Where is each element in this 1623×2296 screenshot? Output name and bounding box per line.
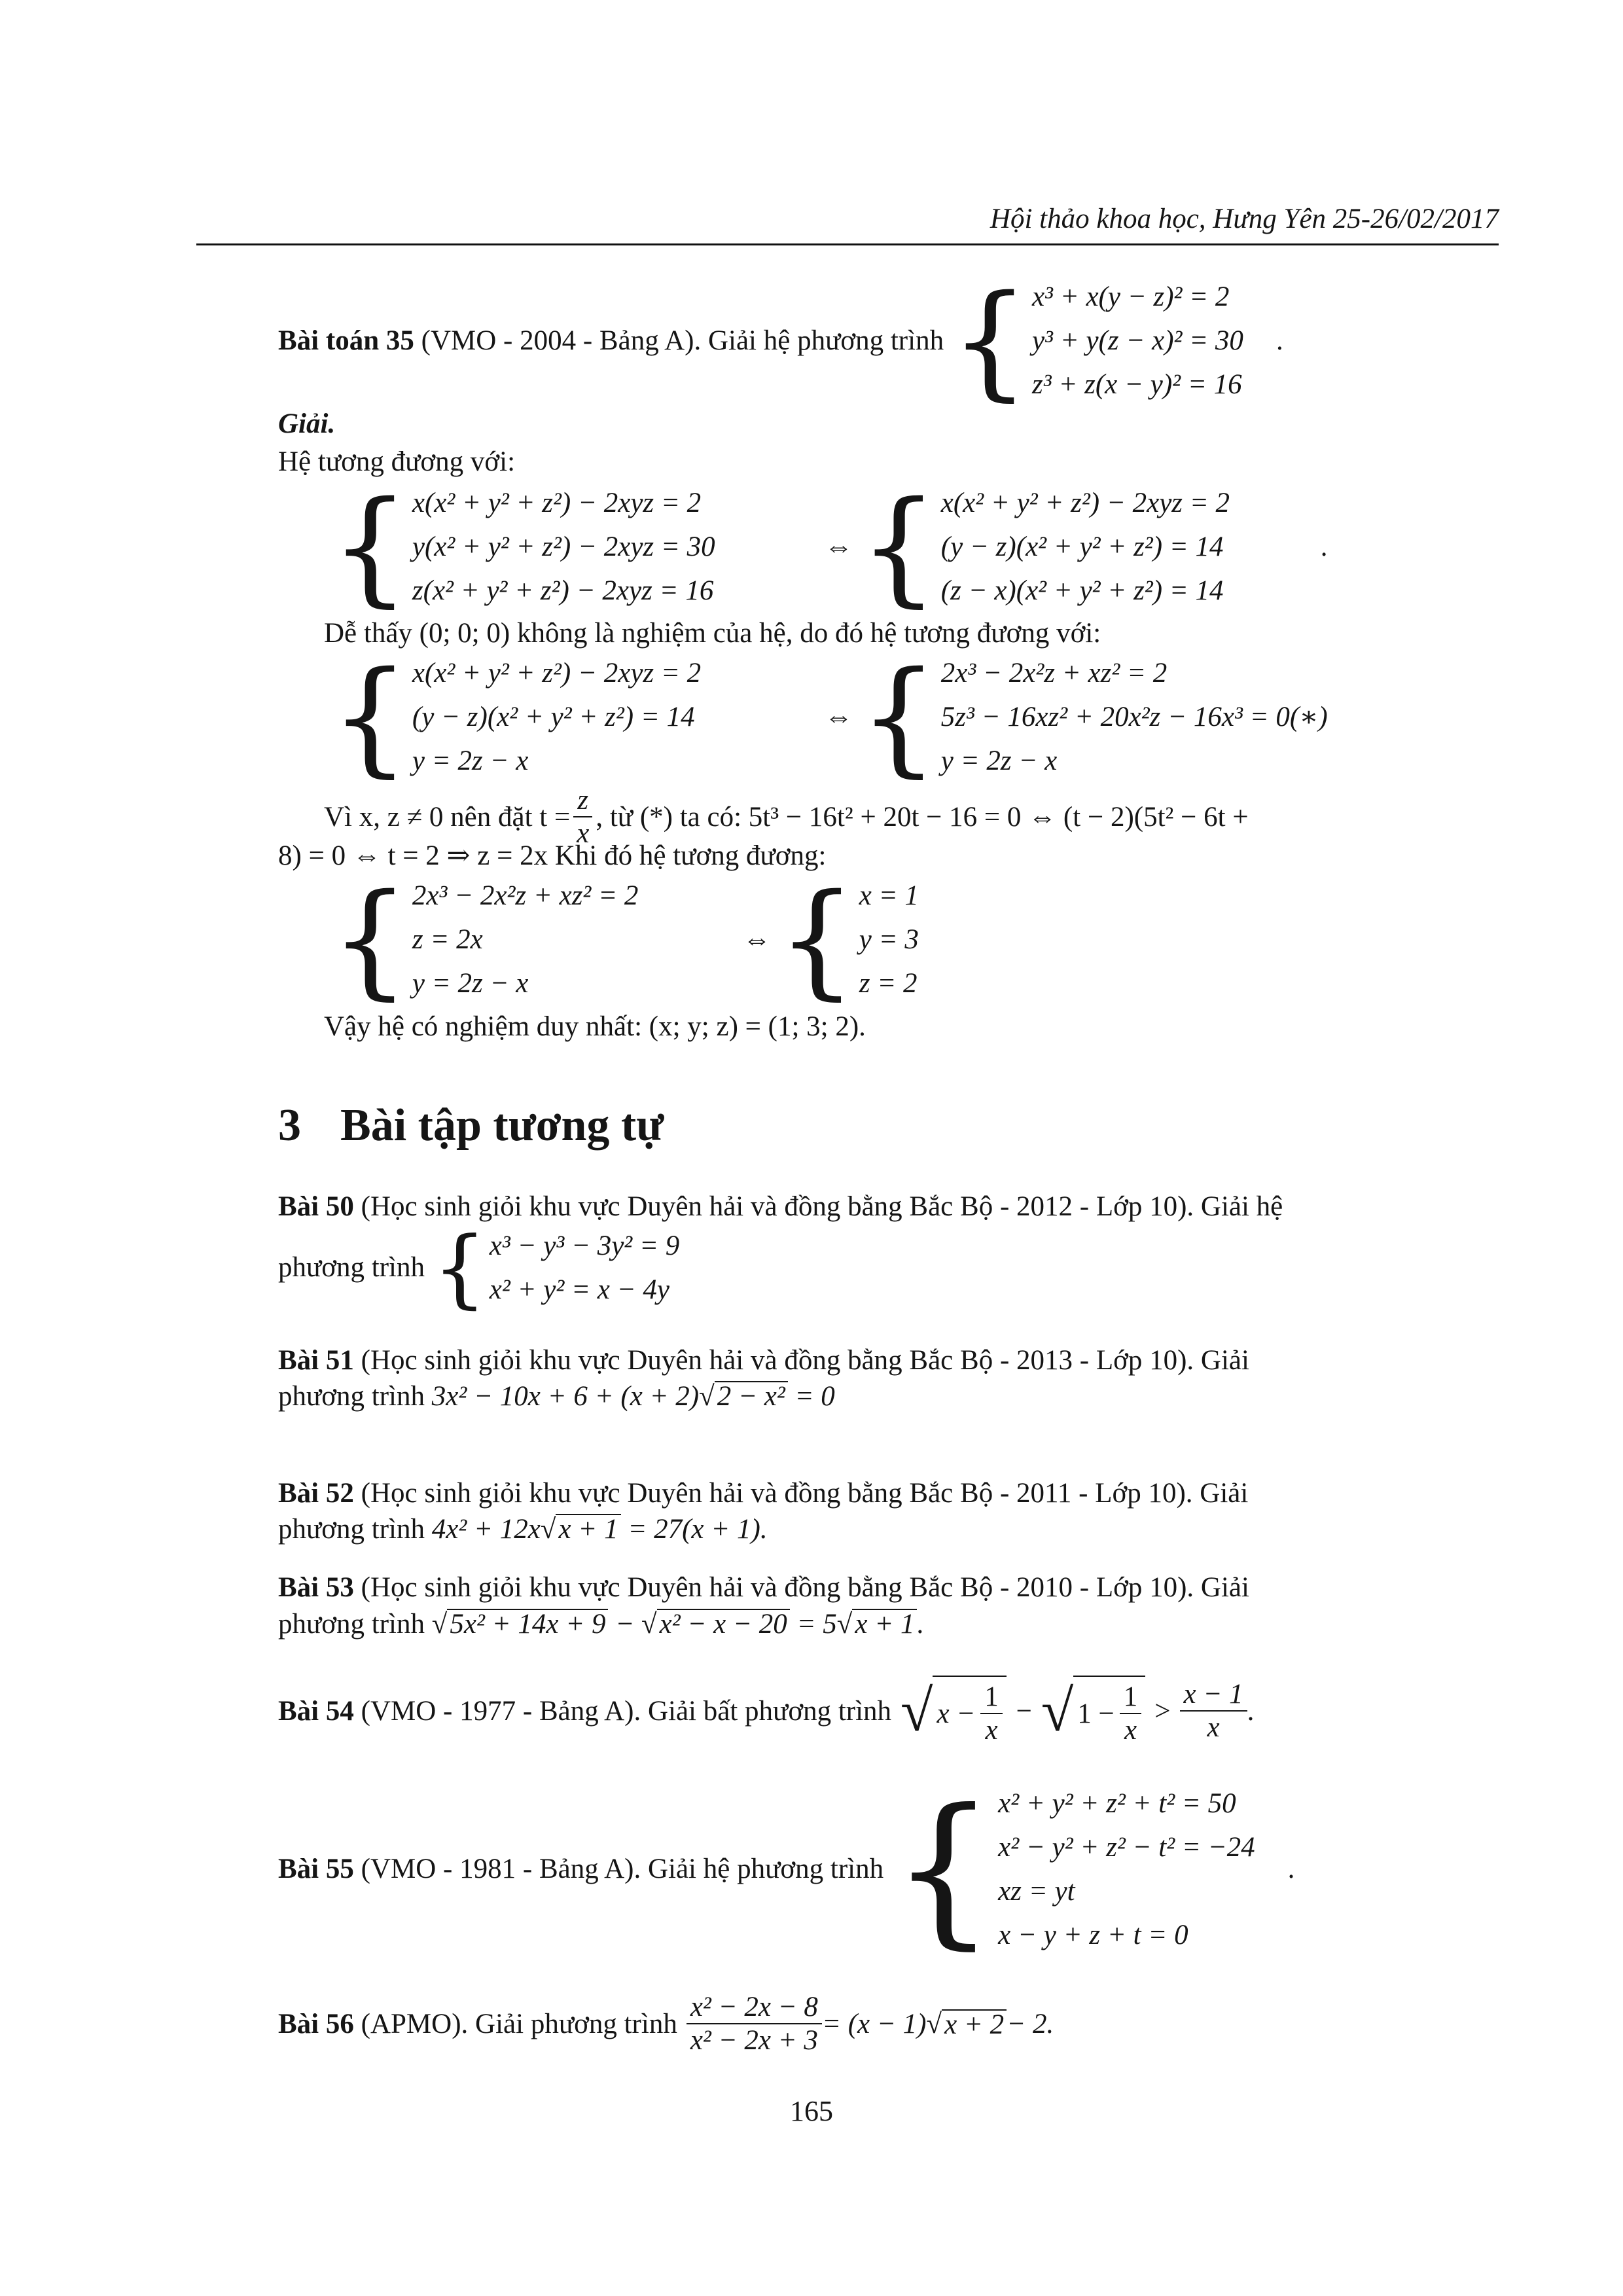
- text: phương trình: [278, 1609, 425, 1640]
- equation: x³ + x(y − z)² = 2: [1031, 281, 1230, 312]
- equation: (y − z)(x² + y² + z²) = 14: [940, 531, 1224, 562]
- equation: z = 2: [859, 968, 918, 999]
- problem-35: [278, 268, 1283, 413]
- equation: y = 2z − x: [940, 745, 1058, 776]
- exercise-label: Bài 53: [278, 1572, 354, 1603]
- fraction: $\frac{\text{x² − 2x − 8}}{\text{x² − 2x + 3}}$: [687, 1991, 822, 2057]
- exercise-56: [278, 1991, 1054, 2057]
- equation: 5z³ − 16xz² + 20x²z − 16x³ = 0(∗): [940, 702, 1328, 732]
- sqrt-icon: √: [641, 1609, 657, 1640]
- exercise-label: Bài 52: [278, 1478, 354, 1509]
- exercise-text: (Học sinh giỏi khu vực Duyên hải và đồng bằng Bắc Bộ - 2011 - Lớp 10). Giải: [361, 1478, 1249, 1509]
- equation: y = 2z − x: [412, 745, 529, 776]
- problem-35-source: (VMO - 2004 - Bảng A).: [421, 325, 702, 356]
- math: 1 −: [1077, 1698, 1115, 1729]
- exercise-text: (APMO). Giải phương trình: [361, 2008, 677, 2039]
- exercise-52-equation: [278, 1513, 768, 1547]
- equation: x³ − y³ − 3y² = 9: [489, 1230, 680, 1261]
- text: phương trình: [278, 1252, 425, 1283]
- radicand: [1073, 1676, 1145, 1747]
- section-heading: [278, 1100, 664, 1152]
- section-title: Bài tập tương tự: [340, 1100, 664, 1151]
- solution-intro: Hệ tương đương với:: [278, 446, 516, 477]
- period: .: [1247, 1695, 1255, 1727]
- sqrt-icon: √: [431, 1609, 448, 1640]
- exercise-label: Bài 54: [278, 1695, 354, 1727]
- equation: x(x² + y² + z²) − 2xyz = 2: [412, 658, 702, 689]
- exercise-53-equation: [278, 1607, 924, 1641]
- radicand: x + 1: [852, 1609, 917, 1638]
- exercise-53: [278, 1571, 1249, 1605]
- exercise-50: [278, 1190, 1283, 1224]
- radicand: x² − x − 20: [657, 1609, 790, 1638]
- solution-line-2: Dễ thấy (0; 0; 0) không là nghiệm của hệ, do đó hệ tương đương với:: [324, 618, 1101, 649]
- equation: y = 2z − x: [412, 968, 529, 999]
- text: phương trình: [278, 1381, 425, 1412]
- brace-icon: {: [330, 474, 410, 619]
- exercise-label: Bài 51: [278, 1345, 354, 1376]
- math: − 2.: [1007, 2008, 1054, 2039]
- page-number: 165: [790, 2095, 833, 2127]
- exercise-text: (Học sinh giỏi khu vực Duyên hải và đồng bằng Bắc Bộ - 2013 - Lớp 10). Giải: [361, 1345, 1249, 1376]
- equation: (y − z)(x² + y² + z²) = 14: [412, 702, 695, 732]
- problem-35-label: Bài toán 35: [278, 325, 414, 356]
- math: = (x − 1): [821, 2008, 927, 2039]
- exercise-text: (VMO - 1981 - Bảng A). Giải hệ phương trình: [361, 1854, 884, 1885]
- iff-symbol: ⇔: [824, 531, 853, 562]
- exercise-50-system: [278, 1218, 680, 1318]
- solution-title: Giải.: [278, 408, 336, 439]
- math: x −: [936, 1698, 976, 1729]
- brace-icon: {: [859, 644, 938, 789]
- exercise-51: [278, 1344, 1249, 1378]
- radicand: x + 1: [556, 1514, 620, 1543]
- system-2: [330, 644, 1328, 789]
- exercise-54: [278, 1676, 1254, 1747]
- equation: x² + y² + z² + t² = 50: [998, 1788, 1236, 1819]
- brace-icon: {: [859, 474, 938, 619]
- equation: z = 2x: [412, 924, 483, 955]
- denominator: x: [577, 818, 590, 850]
- equation: x² − y² + z² − t² = −24: [998, 1832, 1255, 1863]
- problem-35-prompt: Giải hệ phương trình: [707, 325, 944, 356]
- text: , từ (*) ta có: 5t³ − 16t² + 20t − 16 = 0 ⇔ (t − 2)(5t² − 6t +: [596, 801, 1249, 833]
- equation: x(x² + y² + z²) − 2xyz = 2: [412, 488, 702, 518]
- sqrt-icon: √: [836, 1609, 853, 1640]
- brace-icon: {: [950, 268, 1029, 413]
- system-1: [330, 474, 1328, 619]
- exercise-text: (Học sinh giỏi khu vực Duyên hải và đồng bằng Bắc Bộ - 2010 - Lớp 10). Giải: [361, 1572, 1249, 1603]
- equation: z(x² + y² + z²) − 2xyz = 16: [412, 575, 714, 606]
- math: >: [1154, 1695, 1171, 1727]
- math: 4x² + 12x: [431, 1514, 541, 1545]
- sqrt-icon: √: [901, 1678, 933, 1744]
- sqrt-icon: √: [1041, 1678, 1074, 1744]
- fraction: $\frac{1}{x}$: [980, 1681, 1003, 1747]
- equation: x = 1: [859, 880, 919, 911]
- section-number: 3: [278, 1100, 301, 1151]
- running-header: Hội thảo khoa học, Hưng Yên 25-26/02/2017: [990, 204, 1499, 234]
- radicand: 5x² + 14x + 9: [447, 1609, 608, 1638]
- period: .: [1320, 531, 1328, 562]
- exercise-55: [278, 1774, 1295, 1964]
- equation: z³ + z(x − y)² = 16: [1031, 369, 1242, 400]
- period: .: [1275, 325, 1283, 356]
- equation: y = 3: [859, 924, 919, 955]
- iff-symbol: ⇔: [742, 924, 771, 955]
- exercise-51-equation: [278, 1380, 835, 1414]
- header-rule: [196, 243, 1499, 245]
- radicand: [933, 1676, 1006, 1747]
- radicand: x + 2: [942, 2009, 1007, 2039]
- sqrt-icon: √: [540, 1514, 556, 1545]
- math: = 27(x + 1).: [620, 1514, 768, 1545]
- system-3: [330, 867, 919, 1012]
- exercise-text: (VMO - 1977 - Bảng A). Giải bất phương trình: [361, 1695, 892, 1727]
- period: .: [1287, 1854, 1295, 1885]
- equation: 2x³ − 2x²z + xz² = 2: [940, 658, 1168, 689]
- math: = 5: [789, 1609, 837, 1640]
- equation: x − y + z + t = 0: [998, 1920, 1188, 1950]
- fraction: $\frac{x - 1}{x}$: [1180, 1678, 1247, 1744]
- solution-conclusion: Vậy hệ có nghiệm duy nhất: (x; y; z) = (1; 3; 2).: [324, 1011, 866, 1042]
- equation: xz = yt: [998, 1876, 1075, 1907]
- brace-icon: {: [330, 644, 410, 789]
- math: −: [1014, 1695, 1033, 1727]
- math: = 0: [787, 1381, 835, 1412]
- numerator: z: [573, 784, 592, 817]
- brace-icon: {: [777, 867, 857, 1012]
- math: .: [917, 1609, 925, 1640]
- exercise-label: Bài 55: [278, 1854, 354, 1885]
- equation: y(x² + y² + z²) − 2xyz = 30: [412, 531, 715, 562]
- equation: 2x³ − 2x²z + xz² = 2: [412, 880, 639, 911]
- solution-line-4: 8) = 0 ⇔ t = 2 ⇒ z = 2x Khi đó hệ tương đương:: [278, 840, 827, 871]
- brace-icon: {: [433, 1218, 487, 1318]
- exercise-label: Bài 56: [278, 2008, 354, 2039]
- text: Vì x, z ≠ 0 nên đặt t =: [324, 801, 571, 833]
- math: −: [608, 1609, 642, 1640]
- equation: y³ + y(z − x)² = 30: [1031, 325, 1243, 356]
- problem-35-system: [1032, 275, 1243, 406]
- exercise-52: [278, 1477, 1248, 1511]
- math: 3x² − 10x + 6 + (x + 2): [431, 1381, 700, 1412]
- brace-icon: {: [891, 1774, 996, 1964]
- exercise-label: Bài 50: [278, 1191, 354, 1222]
- equation: x² + y² = x − 4y: [489, 1274, 669, 1305]
- brace-icon: {: [330, 867, 410, 1012]
- sqrt-icon: √: [926, 2008, 942, 2039]
- sqrt-icon: √: [699, 1381, 715, 1412]
- iff-symbol: ⇔: [824, 701, 853, 732]
- exercise-text: (Học sinh giỏi khu vực Duyên hải và đồng bằng Bắc Bộ - 2012 - Lớp 10). Giải hệ: [361, 1191, 1283, 1222]
- fraction: $\frac{1}{x}$: [1120, 1681, 1142, 1747]
- radicand: 2 − x²: [715, 1381, 788, 1410]
- equation: (z − x)(x² + y² + z²) = 14: [940, 575, 1224, 606]
- equation: x(x² + y² + z²) − 2xyz = 2: [940, 488, 1230, 518]
- text: phương trình: [278, 1514, 425, 1545]
